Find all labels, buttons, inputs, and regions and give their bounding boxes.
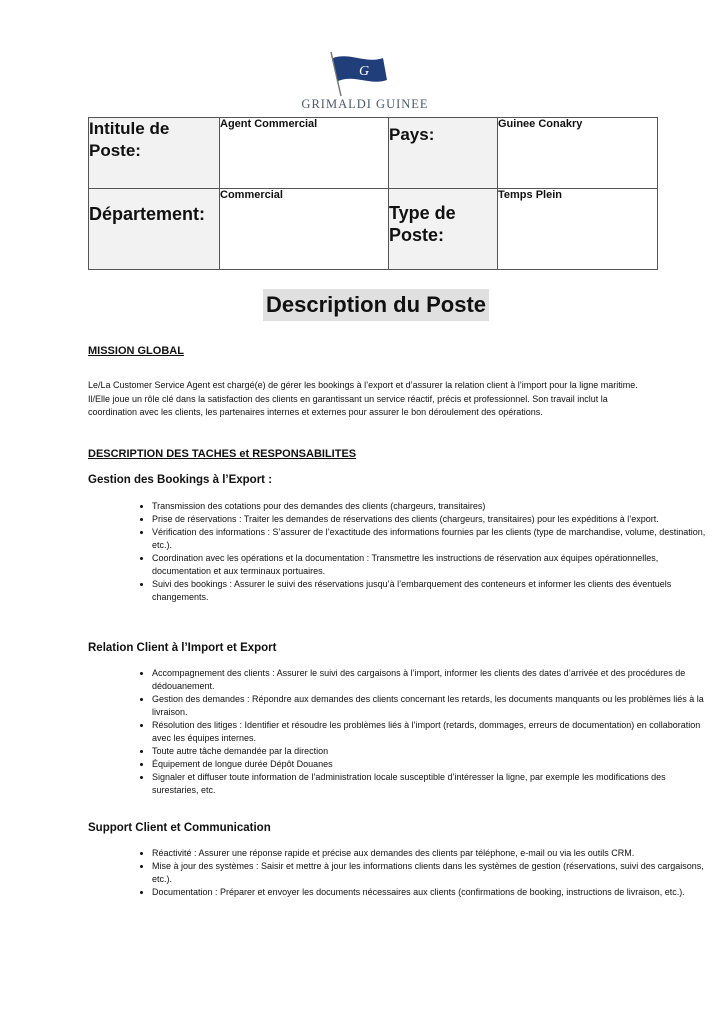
list-item: • Réactivité : Assurer une réponse rapide et précise aux demandes des clients par téléphone, e-mail ou via les outils CRM. bbox=[152, 847, 707, 860]
list-item: • Toute autre tâche demandée par la direction bbox=[152, 745, 707, 758]
job-info-table bbox=[88, 117, 658, 270]
list-item: • Suivi des bookings : Assurer le suivi des réservations jusqu’à l’embarquement des conteneurs et informer les clients des éventuels changements. bbox=[152, 578, 707, 604]
tasks-heading-part3: RESPONSABILITES bbox=[252, 448, 357, 460]
section-title-bookings: Gestion des Bookings à l’Export : bbox=[88, 474, 273, 486]
tasks-heading-part2: et bbox=[236, 448, 253, 460]
list-item: • Gestion des demandes : Répondre aux demandes des clients concernant les retards, les documents manquants ou les problèmes liés à la livraison. bbox=[152, 693, 707, 719]
poste-value: Agent Commercial bbox=[220, 118, 389, 189]
pays-value: Guinee Conakry bbox=[498, 118, 658, 189]
list-item: • Mise à jour des systèmes : Saisir et mettre à jour les informations clients dans les systèmes de gestion (réservations, suivi des cargaisons, etc.). bbox=[152, 860, 707, 886]
departement-label: Département: bbox=[89, 189, 220, 270]
list-item: • Vérification des informations : S’assurer de l’exactitude des informations fournies par les clients (type de marchandise, volume, destination, etc.). bbox=[152, 526, 707, 552]
list-item: • Transmission des cotations pour des demandes des clients (chargeurs, transitaires) bbox=[152, 500, 707, 513]
flag-icon bbox=[325, 50, 405, 98]
type-value: Temps Plein bbox=[498, 189, 658, 270]
list-item: • Coordination avec les opérations et la documentation : Transmettre les instructions de réservation aux équipes opérationnelles, documentation et aux terminaux portuaires. bbox=[152, 552, 707, 578]
page-title: Description du Poste bbox=[263, 289, 489, 321]
tasks-heading-part1: DESCRIPTION DES TACHES bbox=[88, 448, 237, 460]
mission-heading: MISSION GLOBAL bbox=[88, 345, 184, 357]
section-title-support-client: Support Client et Communication bbox=[88, 822, 271, 834]
type-label: Type de Poste: bbox=[389, 189, 498, 270]
svg-text:G: G bbox=[359, 64, 370, 79]
tasks-heading bbox=[88, 448, 356, 460]
support-client-list bbox=[88, 847, 707, 899]
mission-text: Le/La Customer Service Agent est chargé(e) de gérer les bookings à l’export et d’assurer la relation client à l’import pour la ligne maritime. Il/Elle joue un rôle clé dans la satisfaction des clients en garantissant un service réactif, précis et professionnel. Son travail inclut la coordination avec les clients, les partenaires internes et externes pour assurer le bon déroulement des opérations. bbox=[88, 380, 638, 417]
brand-name: GRIMALDI GUINEE bbox=[301, 97, 429, 111]
poste-label: Intitule de Poste: bbox=[89, 118, 220, 189]
list-item: • Prise de réservations : Traiter les demandes de réservations des clients (chargeurs, transitaires) pour les expéditions à l’export. bbox=[152, 513, 707, 526]
list-item: • Résolution des litiges : Identifier et résoudre les problèmes liés à l’import (retards, dommages, erreurs de documentation) en collaboration avec les équipes internes. bbox=[152, 719, 707, 745]
relation-client-list bbox=[88, 667, 707, 797]
departement-value: Commercial bbox=[220, 189, 389, 270]
list-item: • Équipement de longue durée Dépôt Douanes bbox=[152, 758, 707, 771]
pays-label: Pays: bbox=[389, 118, 498, 189]
section-title-relation-client: Relation Client à l’Import et Export bbox=[88, 642, 277, 654]
company-logo bbox=[290, 50, 440, 112]
list-item: • Accompagnement des clients : Assurer le suivi des cargaisons à l’import, informer les clients des dates d’arrivée et des procédures de dédouanement. bbox=[152, 667, 707, 693]
list-item: • Documentation : Préparer et envoyer les documents nécessaires aux clients (confirmations de booking, instructions de livraison, etc.). bbox=[152, 886, 707, 899]
bookings-list bbox=[88, 500, 707, 604]
list-item: • Signaler et diffuser toute information de l’administration locale susceptible d’intéresser la ligne, par exemple les modifications des surestaries, etc. bbox=[152, 771, 707, 797]
